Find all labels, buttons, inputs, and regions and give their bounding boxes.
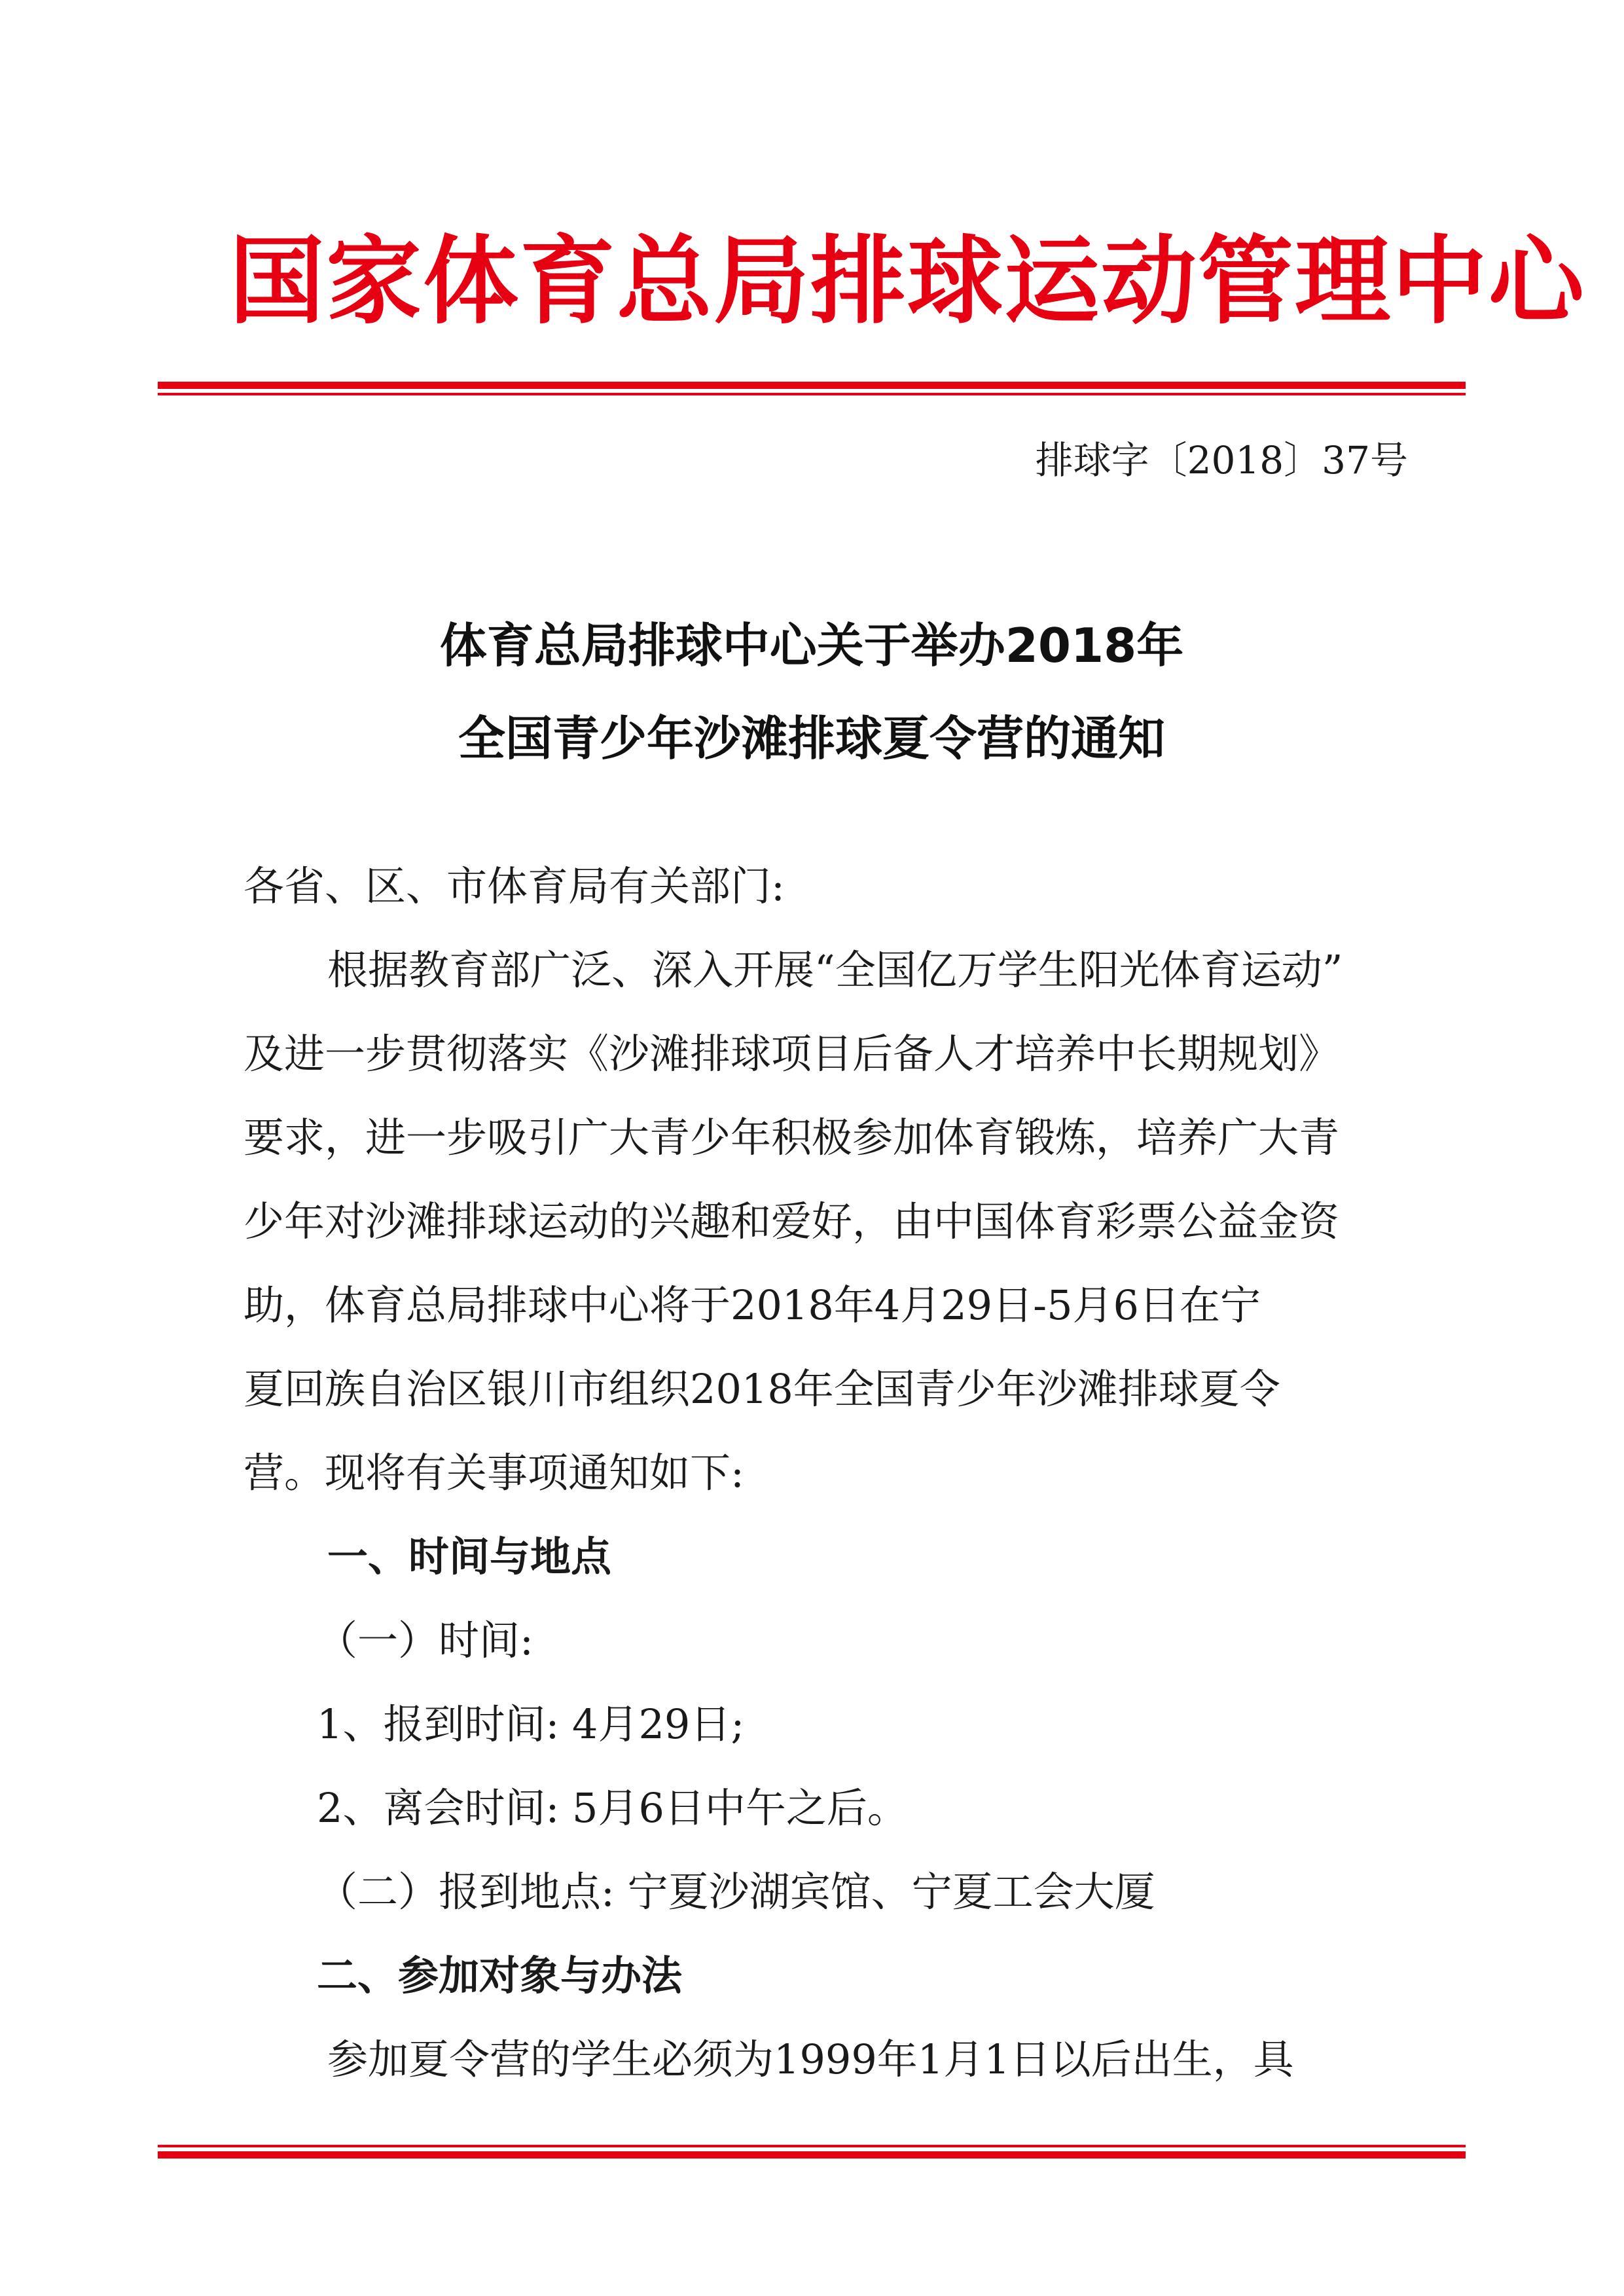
section-1-heading: 一、时间与地点 xyxy=(327,1533,612,1580)
footer-rule-thin xyxy=(158,2145,1466,2147)
title-line-1: 体育总局排球中心关于举办2018年 xyxy=(439,618,1184,673)
section-1-item-2: 2、离会时间: 5月6日中午之后。 xyxy=(317,1784,908,1832)
letterhead-rule-thin xyxy=(158,393,1466,395)
section-1-sub-1: （一）时间: xyxy=(317,1616,533,1664)
title-line-2: 全国青少年沙滩排球夏令营的通知 xyxy=(458,711,1165,766)
section-1-sub-2: （二）报到地点: 宁夏沙湖宾馆、宁夏工会大厦 xyxy=(317,1868,1155,1916)
section-1-item-1: 1、报到时间: 4月29日; xyxy=(317,1700,745,1748)
intro-line: 助，体育总局排球中心将于2018年4月29日-5月6日在宁 xyxy=(244,1281,1261,1329)
section-2-heading: 二、参加对象与办法 xyxy=(317,1952,683,1999)
intro-line: 根据教育部广泛、深入开展“全国亿万学生阳光体育运动” xyxy=(327,946,1343,994)
intro-line: 及进一步贯彻落实《沙滩排球项目后备人才培养中长期规划》 xyxy=(244,1030,1340,1078)
intro-line: 营。现将有关事项通知如下: xyxy=(244,1449,744,1497)
salutation: 各省、区、市体育局有关部门: xyxy=(244,862,785,910)
footer-rule-thick xyxy=(158,2151,1466,2159)
letterhead-rule-thick xyxy=(158,382,1466,389)
section-2-paragraph-start: 参加夏令营的学生必须为1999年1月1日以后出生，具 xyxy=(327,2035,1294,2083)
intro-line: 夏回族自治区银川市组织2018年全国青少年沙滩排球夏令 xyxy=(244,1365,1280,1413)
notice-body xyxy=(244,845,1396,2102)
intro-line: 少年对沙滩排球运动的兴趣和爱好，由中国体育彩票公益金资 xyxy=(244,1197,1340,1245)
letterhead-title: 国家体育总局排球运动管理中心 xyxy=(229,226,1585,337)
intro-line: 要求，进一步吸引广大青少年积极参加体育锻炼，培养广大青 xyxy=(244,1114,1340,1161)
notice-title xyxy=(158,599,1466,785)
document-number: 排球字〔2018〕37号 xyxy=(1035,438,1408,483)
